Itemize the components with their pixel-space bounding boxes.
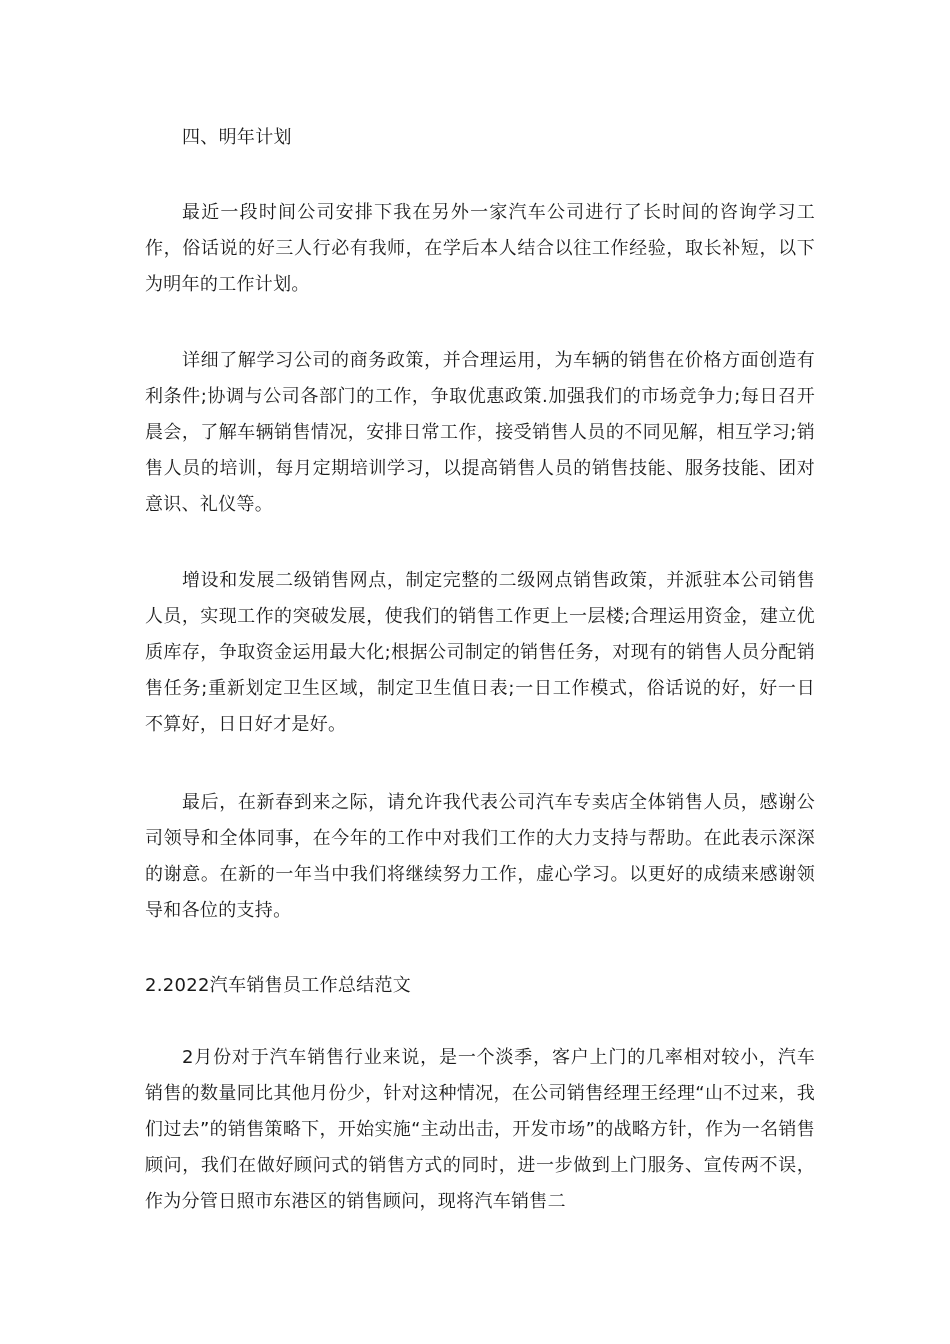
paragraph-sales-network: 增设和发展二级销售网点，制定完整的二级网点销售政策，并派驻本公司销售人员，实现工作的突破发展，使我们的销售工作更上一层楼;合理运用资金，建立优质库存，争取资金运用最大化;根据公司制定的销售任务，对现有的销售人员分配销售任务;重新划定卫生区域，制定卫生值日表;一日工作模式，俗话说的好，好一日不算好，日日好才是好。: [145, 570, 815, 735]
article-title: 2.2022汽车销售员工作总结范文: [145, 975, 412, 996]
section-heading: 四、明年计划: [182, 127, 292, 148]
paragraph-business-policy: 详细了解学习公司的商务政策，并合理运用，为车辆的销售在价格方面创造有利条件;协调与公司各部门的工作，争取优惠政策.加强我们的市场竞争力;每日召开晨会，了解车辆销售情况，安排日常工作，接受销售人员的不同见解，相互学习;销售人员的培训，每月定期培训学习，以提高销售人员的销售技能、服务技能、团对意识、礼仪等。: [145, 350, 815, 515]
paragraph-thanks: 最后，在新春到来之际，请允许我代表公司汽车专卖店全体销售人员，感谢公司领导和全体同事，在今年的工作中对我们工作的大力支持与帮助。在此表示深深的谢意。在新的一年当中我们将继续努力工作，虚心学习。以更好的成绩来感谢领导和各位的支持。: [145, 792, 815, 921]
paragraph-february-sales: 2月份对于汽车销售行业来说，是一个淡季，客户上门的几率相对较小，汽车销售的数量同比其他月份少，针对这种情况，在公司销售经理王经理“山不过来，我们过去”的销售策略下，开始实施“主动出击，开发市场”的战略方针，作为一名销售顾问，我们在做好顾问式的销售方式的同时，进一步做到上门服务、宣传两不误，作为分管日照市东港区的销售顾问，现将汽车销售二: [145, 1047, 815, 1212]
paragraph-study-work: 最近一段时间公司安排下我在另外一家汽车公司进行了长时间的咨询学习工作，俗话说的好三人行必有我师，在学后本人结合以往工作经验，取长补短，以下为明年的工作计划。: [145, 202, 815, 295]
